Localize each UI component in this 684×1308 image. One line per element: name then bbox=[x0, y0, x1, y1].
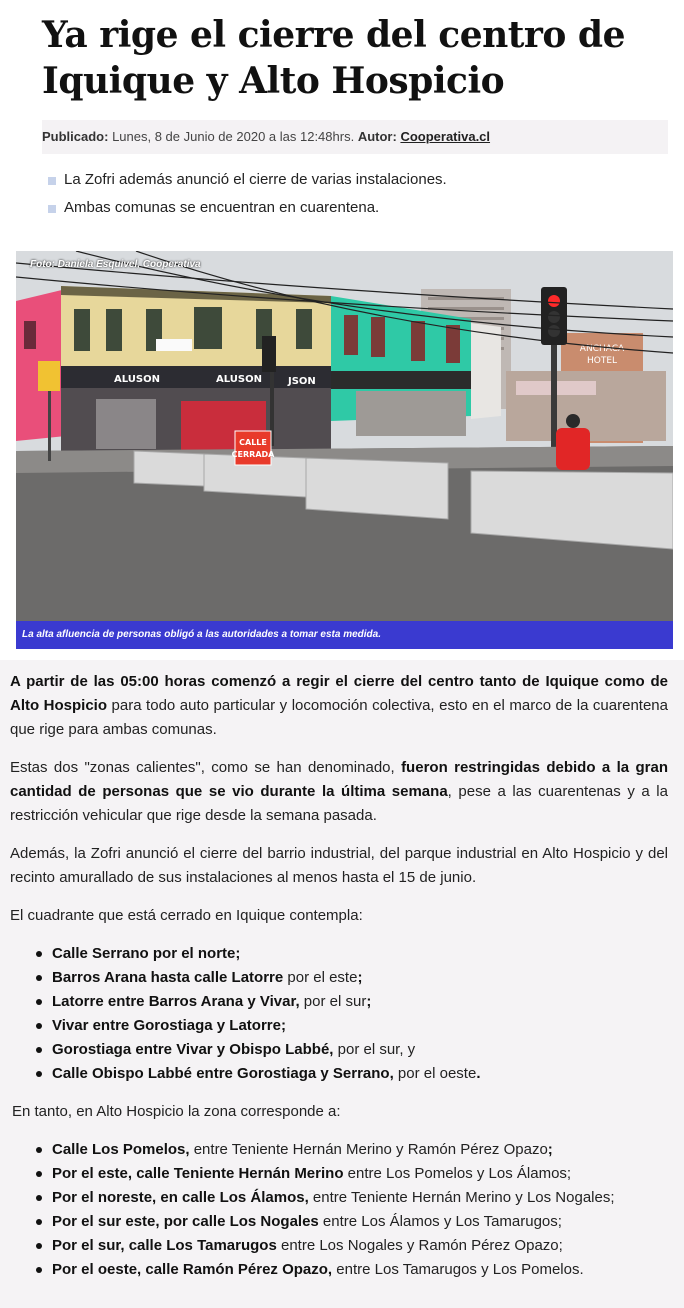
list-item bbox=[34, 1162, 668, 1186]
paragraph: En tanto, en Alto Hospicio la zona corresponde a: bbox=[12, 1103, 341, 1120]
hotel-sign-text-1: ANCHACA bbox=[579, 344, 625, 354]
summary-bullet-text: La Zofri además anunció el cierre de varias instalaciones. bbox=[64, 171, 447, 188]
list-item bbox=[34, 1138, 668, 1162]
list-item bbox=[34, 966, 668, 990]
list-item bbox=[34, 1038, 668, 1062]
list-item-text: por el este bbox=[283, 969, 358, 986]
list-item-text: entre Los Pomelos y Los Álamos; bbox=[343, 1165, 572, 1182]
street-scene-illustration bbox=[16, 251, 673, 649]
list-item-text: por el oeste bbox=[393, 1065, 477, 1082]
json-sign-text: JSON bbox=[288, 376, 316, 387]
summary-bullet bbox=[42, 194, 668, 222]
list-item-bold: Calle Los Pomelos, bbox=[52, 1141, 190, 1158]
list-item-text: entre Los Álamos y Los Tamarugos; bbox=[318, 1213, 562, 1230]
list-item-tail: ; bbox=[366, 993, 372, 1010]
list-item-text: entre Teniente Hernán Merino y Ramón Pérez Opazo bbox=[189, 1141, 548, 1158]
bullet-dot-icon bbox=[36, 951, 42, 957]
list-item-bold: Por el este, calle Teniente Hernán Merino bbox=[52, 1165, 344, 1182]
article-meta bbox=[42, 120, 668, 154]
aluson-sign-text-2: ALUSON bbox=[216, 374, 262, 385]
list-item-bold: Vivar entre Gorostiaga y Latorre; bbox=[52, 1017, 286, 1034]
bullet-dot-icon bbox=[36, 1171, 42, 1177]
list-item-text: por el sur bbox=[299, 993, 367, 1010]
list-item-bold: Gorostiaga entre Vivar y Obispo Labbé, bbox=[52, 1041, 334, 1058]
list-item bbox=[34, 1062, 668, 1086]
list-item-text: por el sur, y bbox=[333, 1041, 416, 1058]
list-item-bold: Latorre entre Barros Arana y Vivar, bbox=[52, 993, 300, 1010]
article-photo bbox=[16, 251, 673, 649]
list-item bbox=[34, 1258, 668, 1282]
list-item bbox=[34, 1186, 668, 1210]
list-item-text: entre Teniente Hernán Merino y Los Nogales; bbox=[308, 1189, 615, 1206]
hotel-sign-text-2: HOTEL bbox=[586, 356, 618, 366]
bullet-dot-icon bbox=[36, 1147, 42, 1153]
paragraph-bold: A partir de las 05:00 horas comenzó a regir el cierre del centro tanto de Iquique como de Alto Hospicio bbox=[10, 673, 668, 714]
bullet-dot-icon bbox=[36, 1267, 42, 1273]
paragraph-text: para todo auto particular y locomoción colectiva, esto en el marco de la cuarentena que rige para ambas comunas. bbox=[10, 697, 668, 738]
list-item-bold: Por el oeste, calle Ramón Pérez Opazo, bbox=[52, 1261, 333, 1278]
list-item-bold: Por el sur este, por calle Los Nogales bbox=[52, 1213, 319, 1230]
list-item-tail: . bbox=[476, 1065, 481, 1082]
bullet-dot-icon bbox=[36, 1071, 42, 1077]
list-item-tail: ; bbox=[547, 1141, 553, 1158]
bullet-dot-icon bbox=[36, 1243, 42, 1249]
article-body bbox=[0, 660, 684, 1308]
square-bullet-icon bbox=[48, 177, 56, 185]
list-item-bold: Por el sur, calle Los Tamarugos bbox=[52, 1237, 277, 1254]
published-label: Publicado: bbox=[42, 129, 109, 144]
calle-cerrada-sign-text-1: CALLE bbox=[239, 438, 267, 447]
calle-cerrada-sign-text-2: CERRADA bbox=[231, 450, 275, 459]
list-item-bold: Calle Serrano por el norte; bbox=[52, 945, 241, 962]
bullet-dot-icon bbox=[36, 1219, 42, 1225]
alto-hospicio-streets-list bbox=[34, 1138, 668, 1282]
list-item-bold: Por el noreste, en calle Los Álamos, bbox=[52, 1189, 309, 1206]
paragraph-text: , pese a las cuarentenas y a la restricción vehicular que rige desde la semana pasada. bbox=[10, 783, 668, 824]
list-item-bold: Calle Obispo Labbé entre Gorostiaga y Serrano, bbox=[52, 1065, 394, 1082]
author-label: Autor: bbox=[357, 129, 397, 144]
paragraph: El cuadrante que está cerrado en Iquique contempla: bbox=[10, 907, 363, 924]
author-link[interactable]: Cooperativa.cl bbox=[400, 129, 491, 144]
bullet-dot-icon bbox=[36, 1047, 42, 1053]
list-item-text: entre Los Tamarugos y Los Pomelos. bbox=[332, 1261, 584, 1278]
summary-bullet bbox=[42, 166, 668, 194]
summary-bullets bbox=[42, 166, 668, 222]
published-date: Lunes, 8 de Junio de 2020 a las 12:48hrs. bbox=[108, 129, 358, 144]
aluson-sign-text: ALUSON bbox=[114, 374, 160, 385]
list-item-tail: ; bbox=[357, 969, 363, 986]
list-item bbox=[34, 1234, 668, 1258]
photo-credit: Foto: Daniela Esquivel, Cooperativa bbox=[30, 259, 201, 270]
summary-bullet-text: Ambas comunas se encuentran en cuarentena. bbox=[64, 199, 380, 216]
square-bullet-icon bbox=[48, 205, 56, 213]
list-item bbox=[34, 1210, 668, 1234]
list-item-bold: Barros Arana hasta calle Latorre bbox=[52, 969, 284, 986]
paragraph bbox=[10, 756, 668, 828]
paragraph-bold: fueron restringidas debido a la gran cantidad de personas que se vio durante la última semana bbox=[10, 759, 668, 800]
list-item-text: entre Los Nogales y Ramón Pérez Opazo; bbox=[276, 1237, 563, 1254]
list-item bbox=[34, 942, 668, 966]
bullet-dot-icon bbox=[36, 975, 42, 981]
article-headline: Ya rige el cierre del centro de Iquique y Alto Hospicio bbox=[42, 14, 625, 102]
list-item bbox=[34, 1014, 668, 1038]
paragraph bbox=[10, 670, 668, 742]
photo-caption: La alta afluencia de personas obligó a las autoridades a tomar esta medida. bbox=[16, 621, 673, 649]
paragraph: Además, la Zofri anunció el cierre del barrio industrial, del parque industrial en Alto Hospicio y del recinto amurallado de sus instalaciones al menos hasta el 15 de junio. bbox=[10, 845, 668, 886]
bullet-dot-icon bbox=[36, 1023, 42, 1029]
iquique-streets-list bbox=[34, 942, 668, 1086]
bullet-dot-icon bbox=[36, 999, 42, 1005]
list-item bbox=[34, 990, 668, 1014]
bullet-dot-icon bbox=[36, 1195, 42, 1201]
paragraph-text: Estas dos "zonas calientes", como se han denominado, bbox=[10, 759, 402, 776]
